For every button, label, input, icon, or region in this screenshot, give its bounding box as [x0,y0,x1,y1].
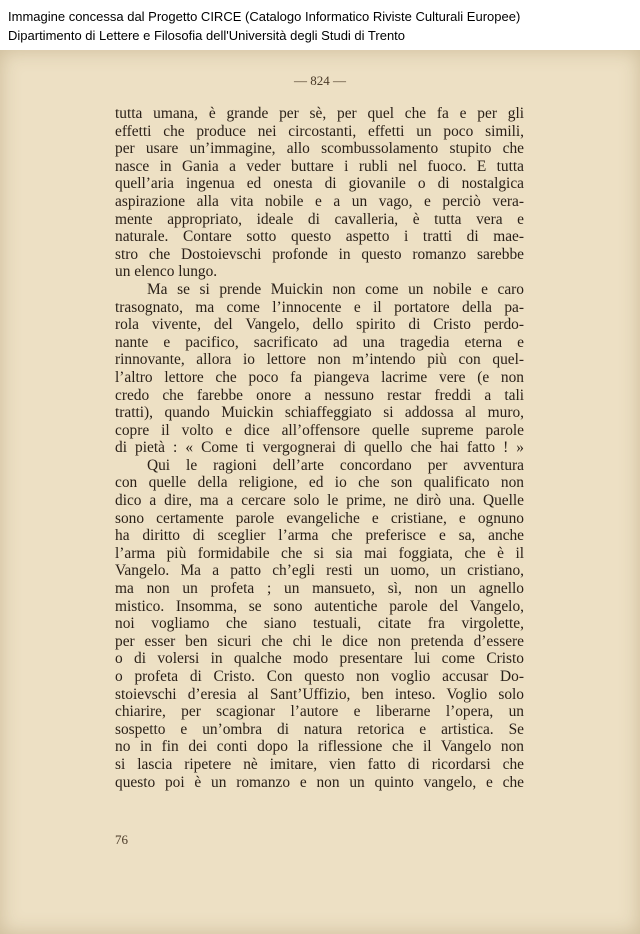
body-text [115,105,524,791]
text-line: Vangelo. Ma a patto ch’egli resti un uomo, un cristiano, [115,562,524,580]
page-header-number: — 824 — [294,73,346,88]
text-line: tutta umana, è grande per sè, per quel che fa e per gli [115,105,524,122]
text-line: trasognato, ma come l’innocente e il portatore della pa- [115,298,524,316]
text-line: sospetto e un’ombra di natura retorica e artistica. Se [115,720,524,738]
text-line: o di volersi in qualche modo presentare lui come Cristo [115,650,524,668]
text-line: o profeta di Cristo. Con questo non voglio accusar Do- [115,668,524,685]
text-line: aspirazione alla vita nobile e a un vago, e perciò vera- [115,192,524,210]
page-footer-number: 76 [115,832,128,847]
text-line: di pietà : « Come ti vergognerai di quello che hai fatto ! » [115,439,524,457]
text-line: mente appropriato, ideale di cavalleria, è tutta vera e [115,210,524,228]
text-line: l’altro lettore che poco fa piangeva lacrime vere (e non [115,368,524,386]
text-line: questo poi è un romanzo e non un quinto vangelo, e che [115,773,524,791]
text-line: no in fin dei conti dopo la riflessione che il Vangelo non [115,738,524,756]
text-line: rola vivente, del Vangelo, dello spirito di Cristo perdo- [115,316,524,334]
text-line: credo che farebbe onore a nessuno restar freddi a tali [115,386,524,404]
text-line: quell’aria ingenua ed onesta di giovanile o di nostalgica [115,175,524,193]
text-line: con quelle della religione, ed io che son qualificato non [115,474,524,492]
banner-line-1: Immagine concessa dal Progetto CIRCE (Catalogo Informatico Riviste Culturali Europee) [8,9,521,24]
text-line: naturale. Contare sotto questo aspetto i tratti di mae- [115,228,524,246]
text-line: stro che Dostoievschi profonde in questo romanzo sarebbe [115,245,524,263]
text-line: per esser ben sicuri che chi le dice non pretenda d’essere [115,632,524,650]
text-line: Ma se si prende Muickin non come un nobile e caro [147,280,524,298]
text-line: copre il volto e dice all’offensore quelle supreme parole [115,421,524,439]
text-line: tratti), quando Muickin schiaffeggiato si addossa al muro, [115,404,524,422]
text-line: si lascia ripetere nè imitare, vien fatto di ricordarsi che [115,755,524,773]
text-line: Qui le ragioni dell’arte concordano per avventura [147,456,524,474]
text-line: per usare un’immagine, allo scombussolamento stupito che [115,140,524,158]
text-line: effetti che produce nei circostanti, effetti un poco simili, [115,122,524,140]
text-line: dico a dire, ma a cercare solo le prime, ne dirò una. Quelle [115,492,524,510]
text-line: nante e pacifico, sacrificato ad una tragedia eterna e [115,333,524,351]
text-line: noi vogliamo che siano testuali, citate fra virgolette, [115,615,524,633]
banner-line-2: Dipartimento di Lettere e Filosofia dell'Università degli Studi di Trento [8,28,406,43]
text-line: ha diritto di sceglier l’arma che preferisce e sa, anche [115,527,524,545]
text-line: stoievschi d’eresia al Sant’Uffizio, ben inteso. Voglio solo [115,685,524,703]
text-line: sono certamente parole evangeliche e cristiane, e ognuno [115,509,524,527]
text-line: ma non un profeta ; un mansueto, sì, non un agnello [115,580,524,598]
source-banner [0,0,640,50]
text-line: mistico. Insomma, se sono autentiche parole del Vangelo, [115,597,524,615]
text-line: l’arma più formidabile che si sia mai foggiata, che è il [115,544,524,562]
text-line: chiarire, per scagionar l’autore e liberarne l’opera, un [115,703,524,721]
text-line: un elenco lungo. [115,263,218,281]
text-line: nasce in Gania a veder buttare i rubli nel fuoco. E tutta [115,157,524,175]
text-line: rinnovante, allora io lettore non m’intendo più con quel- [115,351,524,369]
